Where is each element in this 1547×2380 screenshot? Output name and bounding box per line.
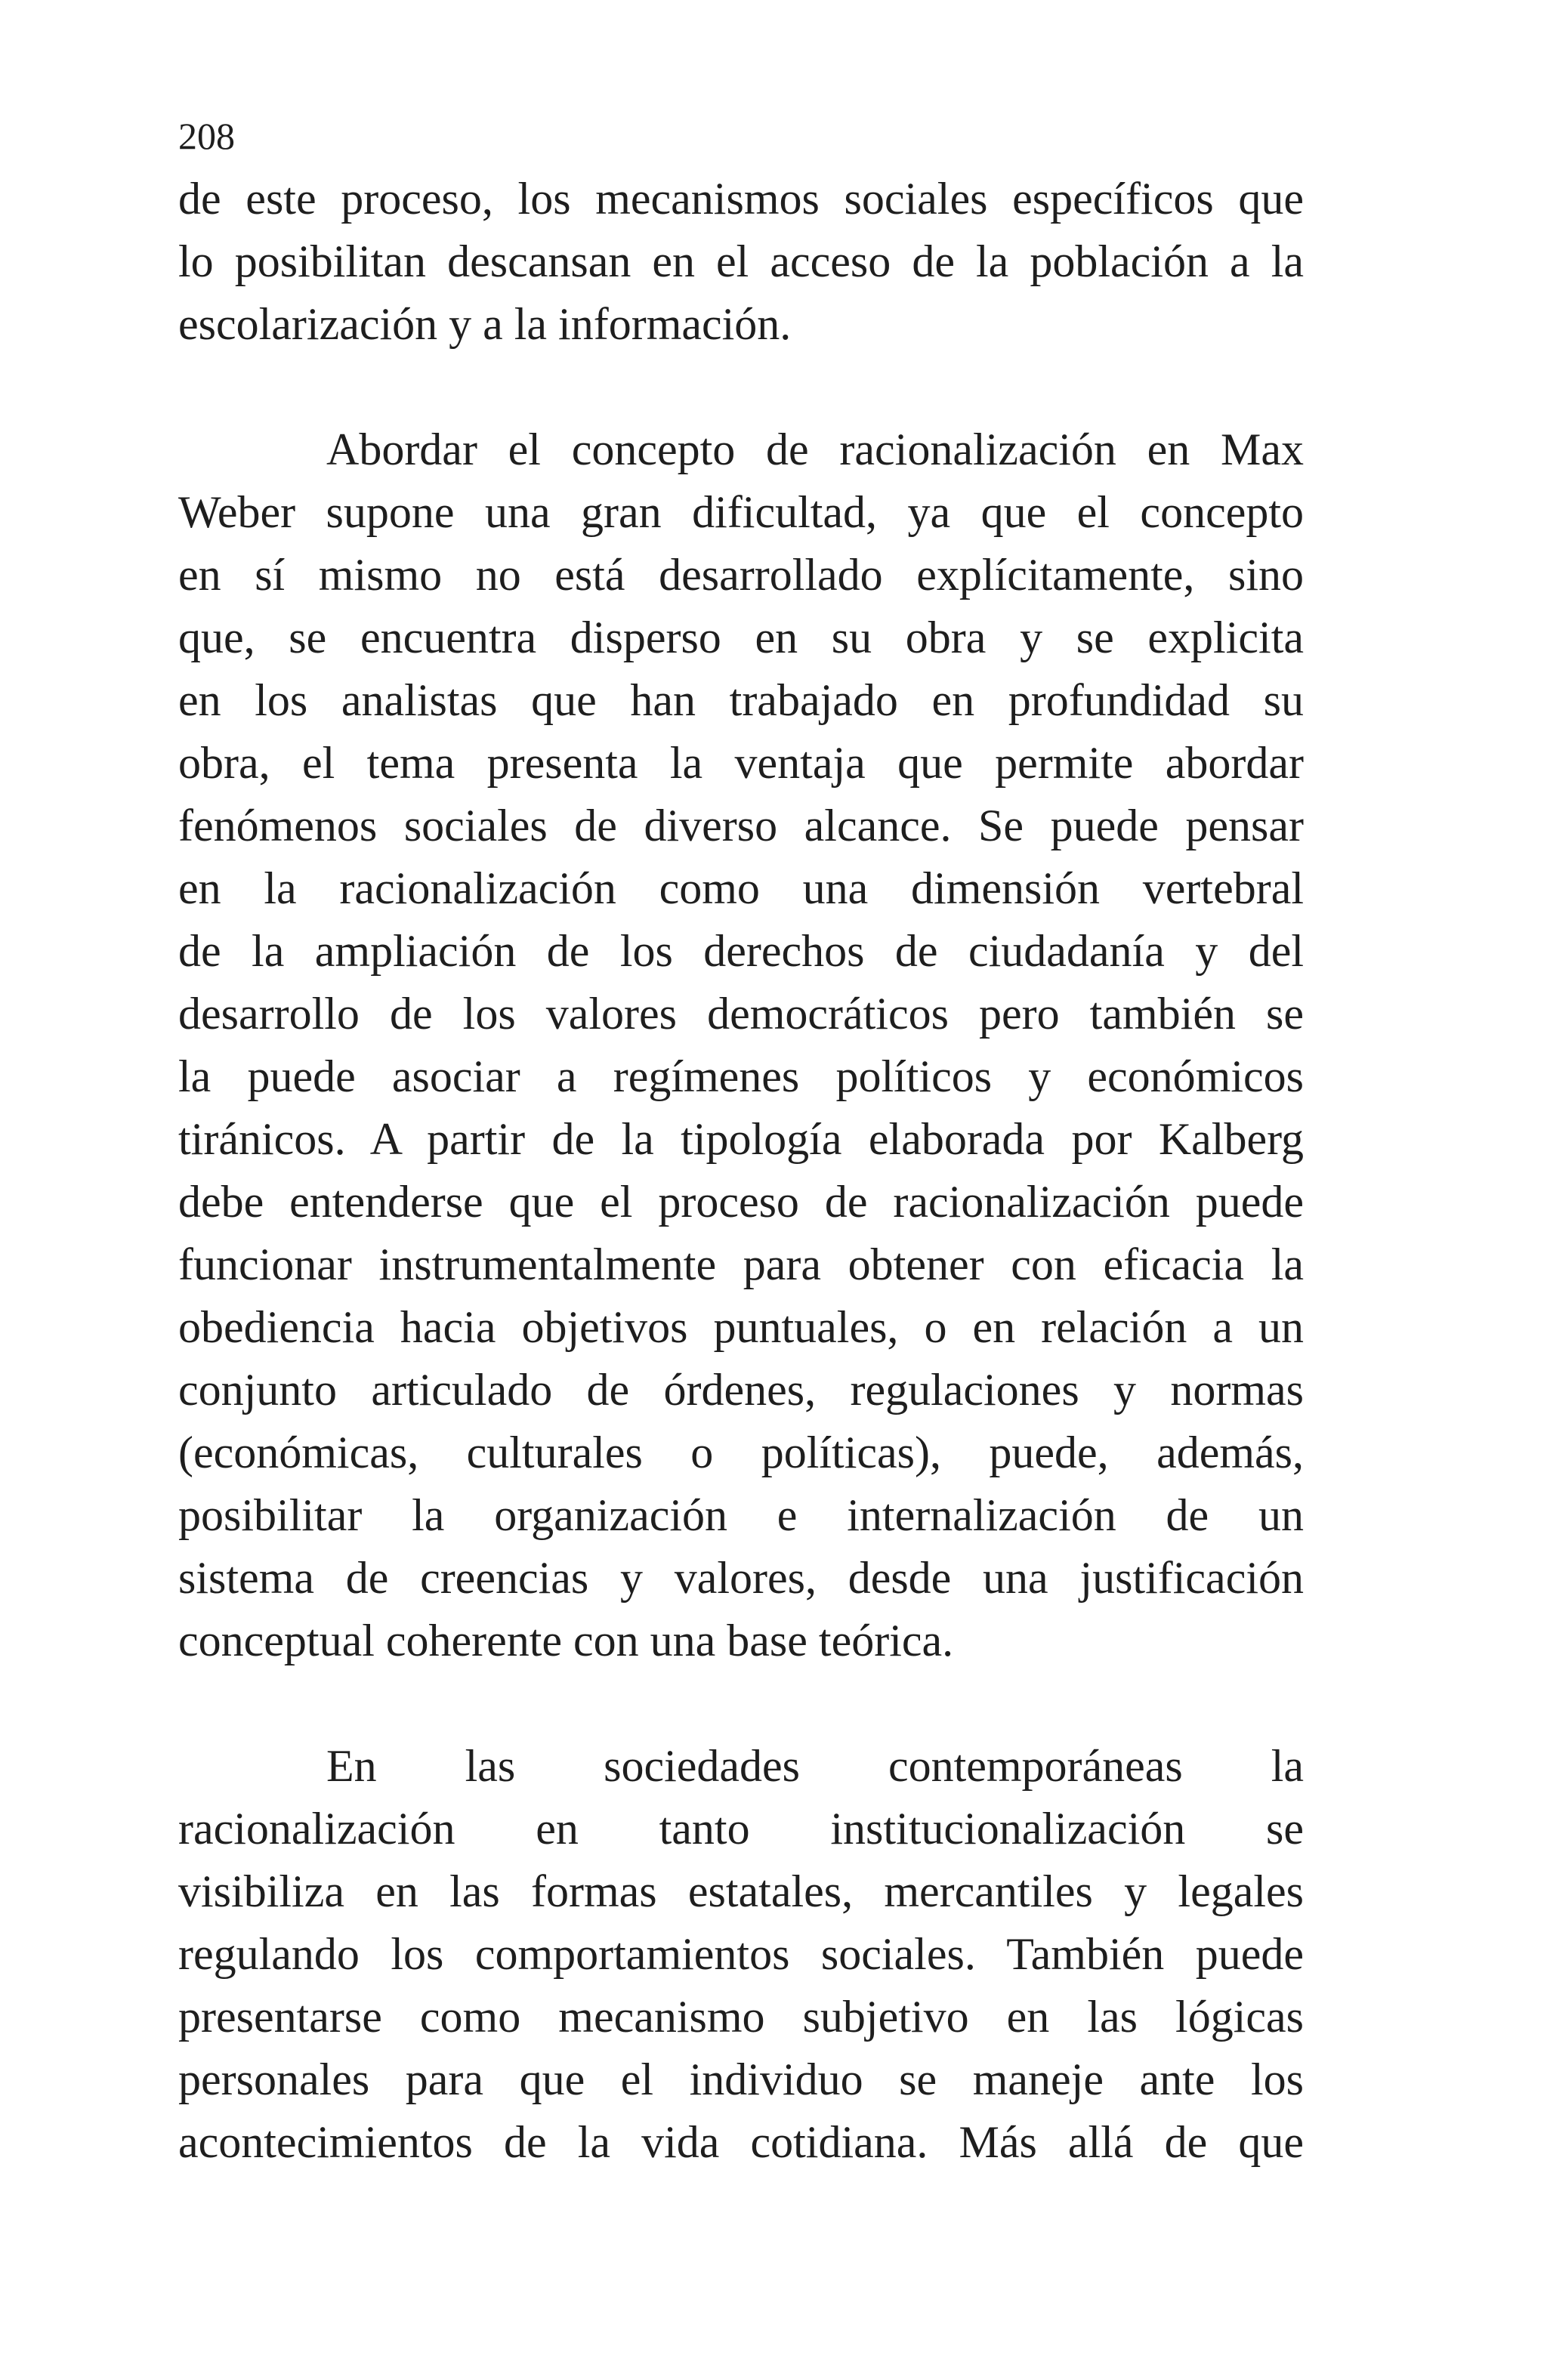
text-line: debe entenderse que el proceso de racionalización puede <box>178 1177 1304 1227</box>
text-line: obediencia hacia objetivos puntuales, o en relación a un <box>178 1302 1304 1352</box>
page-number: 208 <box>178 115 235 157</box>
text-line: de este proceso, los mecanismos sociales específicos que <box>178 174 1304 224</box>
text-line: de la ampliación de los derechos de ciudadanía y del <box>178 926 1304 976</box>
text-line: sistema de creencias y valores, desde una justificación <box>178 1553 1304 1603</box>
text-line: acontecimientos de la vida cotidiana. Más allá de que <box>178 2117 1304 2167</box>
text-line: conceptual coherente con una base teórica. <box>178 1616 954 1665</box>
text-line: en sí mismo no está desarrollado explícitamente, sino <box>178 550 1304 600</box>
body-text <box>178 168 1304 2174</box>
text-line: posibilitar la organización e internalización de un <box>178 1490 1304 1540</box>
text-line: que, se encuentra disperso en su obra y se explicita <box>178 613 1304 662</box>
text-line: en los analistas que han trabajado en profundidad su <box>178 675 1304 725</box>
text-line: la puede asociar a regímenes políticos y económicos <box>178 1051 1304 1101</box>
text-line: presentarse como mecanismo subjetivo en las lógicas <box>178 1992 1304 2042</box>
text-line: en la racionalización como una dimensión vertebral <box>178 863 1304 913</box>
paragraph-1 <box>178 168 1304 356</box>
text-line: Weber supone una gran dificultad, ya que el concepto <box>178 487 1304 537</box>
text-line: conjunto articulado de órdenes, regulaciones y normas <box>178 1365 1304 1415</box>
text-line: visibiliza en las formas estatales, mercantiles y legales <box>178 1866 1304 1916</box>
text-line: racionalización en tanto institucionalización se <box>178 1804 1304 1854</box>
paragraph-spacer <box>178 356 1304 418</box>
paragraph-2 <box>178 418 1304 1672</box>
text-line: tiránicos. A partir de la tipología elaborada por Kalberg <box>178 1114 1304 1164</box>
text-line: funcionar instrumentalmente para obtener con eficacia la <box>178 1239 1304 1289</box>
text-line: desarrollo de los valores democráticos pero también se <box>178 989 1304 1039</box>
text-line: regulando los comportamientos sociales. También puede <box>178 1929 1304 1979</box>
paragraph-spacer <box>178 1672 1304 1735</box>
text-line: personales para que el individuo se maneje ante los <box>178 2054 1304 2104</box>
text-line: fenómenos sociales de diverso alcance. Se puede pensar <box>178 801 1304 850</box>
text-line: escolarización y a la información. <box>178 299 792 349</box>
paragraph-3 <box>178 1735 1304 2174</box>
text-line: En las sociedades contemporáneas la <box>326 1741 1304 1791</box>
text-line: (económicas, culturales o políticas), puede, además, <box>178 1428 1304 1477</box>
text-line: Abordar el concepto de racionalización en Max <box>326 424 1304 474</box>
text-line: lo posibilitan descansan en el acceso de la población a la <box>178 236 1304 286</box>
text-line: obra, el tema presenta la ventaja que permite abordar <box>178 738 1304 788</box>
